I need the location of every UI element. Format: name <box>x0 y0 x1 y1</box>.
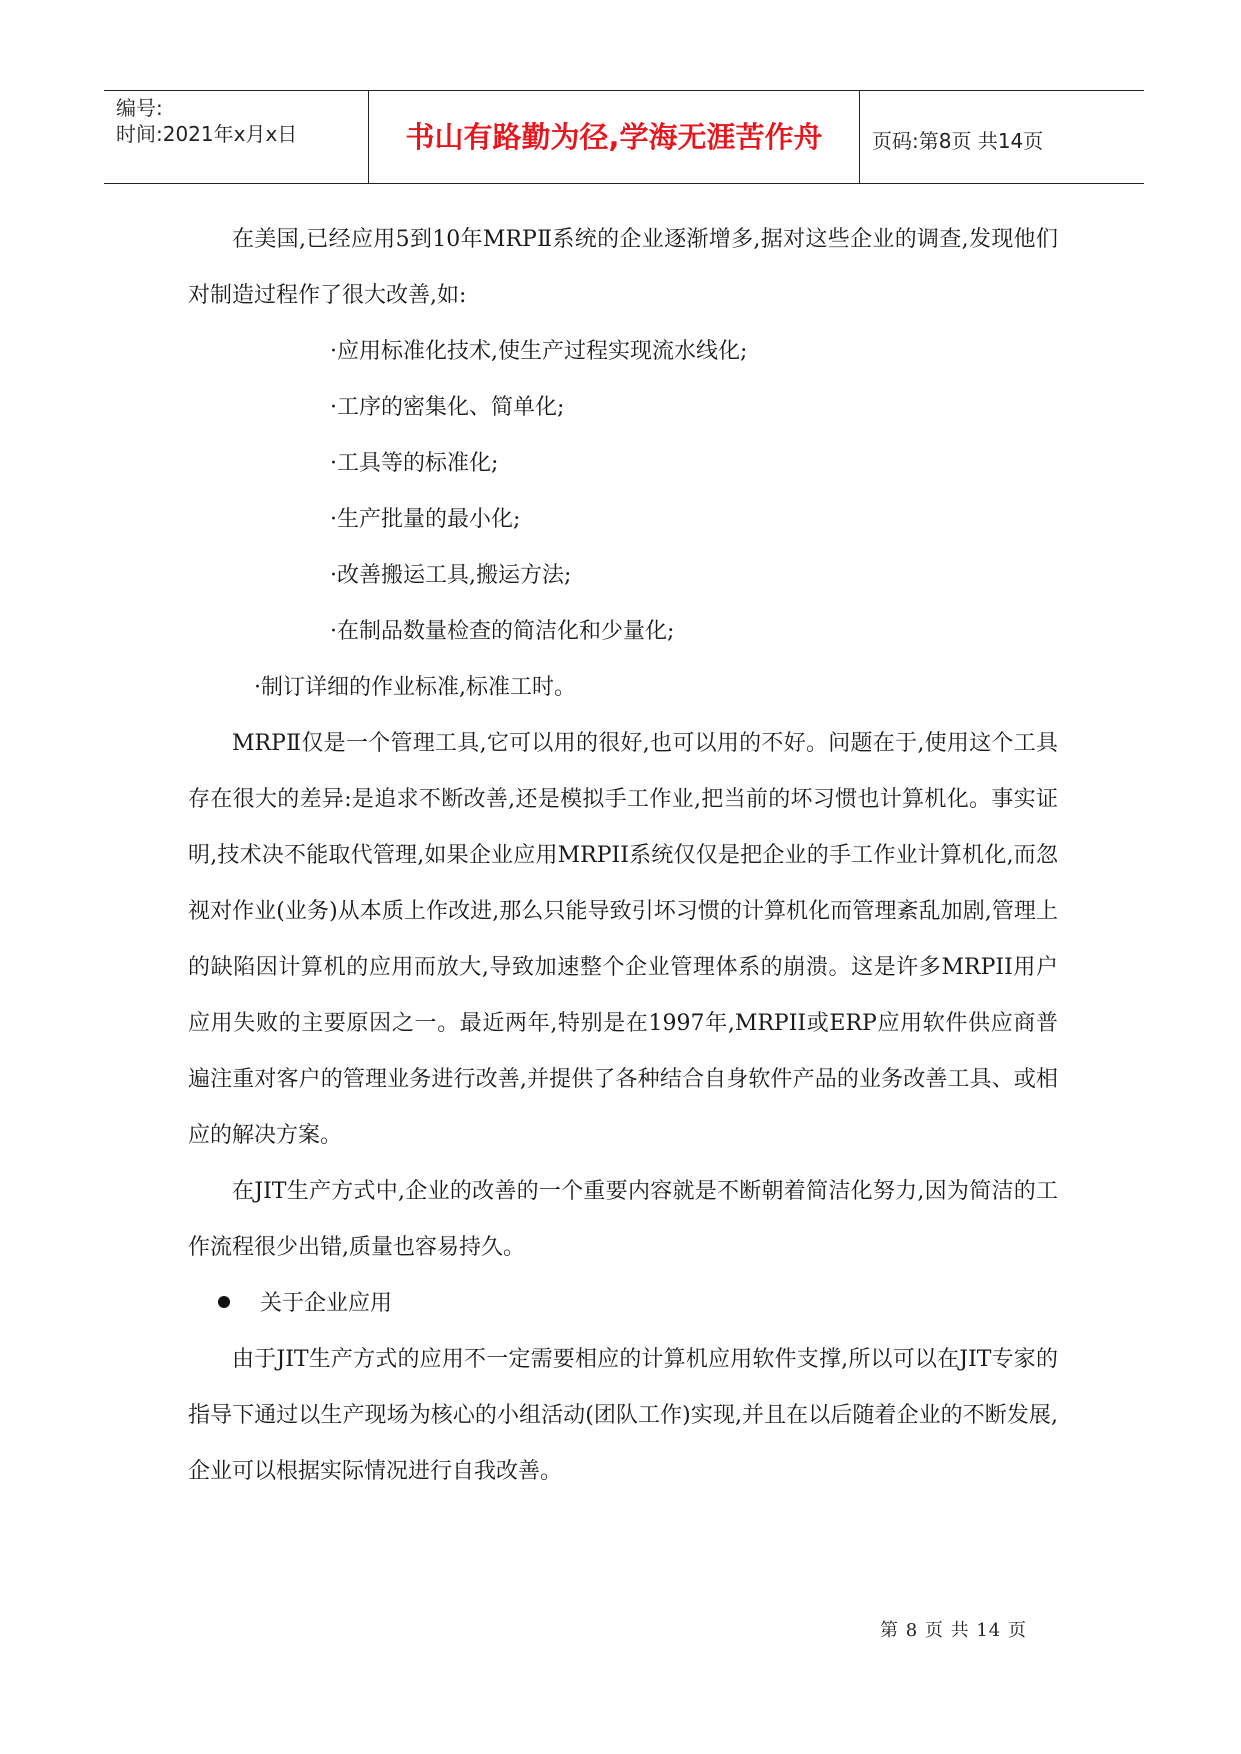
list-item: ·应用标准化技术,使生产过程实现流水线化; <box>330 339 748 364</box>
section-heading-text: 关于企业应用 <box>260 1291 393 1316</box>
header-divider <box>368 91 369 183</box>
paragraph: 在美国,已经应用5到10年MRPⅡ系统的企业逐渐增多,据对这些企业的调查,发现他们对制造过程作了很大改善,如: <box>188 227 1058 308</box>
list-item: ·工具等的标准化; <box>330 451 499 476</box>
header-time-label: 时间:2021年x月x日 <box>116 122 298 146</box>
section-heading <box>188 1276 1058 1332</box>
header-meta <box>116 91 366 183</box>
document-body <box>188 212 1058 1500</box>
header-page-info: 页码:第8页 共14页 <box>872 129 1044 153</box>
list-item: ·工序的密集化、简单化; <box>330 395 565 420</box>
list-item: ·在制品数量检查的简洁化和少量化; <box>330 619 675 644</box>
header-number-label: 编号: <box>116 96 163 120</box>
header-motto: 书山有路勤为径,学海无涯苦作舟 <box>405 120 823 154</box>
page-footer: 第 8 页 共 14 页 <box>880 1620 1027 1641</box>
paragraph: MRPⅡ仅是一个管理工具,它可以用的很好,也可以用的不好。问题在于,使用这个工具存在很大的差异:是追求不断改善,还是模拟手工作业,把当前的坏习惯也计算机化。事实证明,技术决不能取代管理,如果企业应用MRPII系统仅仅是把企业的手工作业计算机化,而忽视对作业(业务)从本质上作改进,那么只能导致引坏习惯的计算机化而管理紊乱加剧,管理上的缺陷因计算机的应用而放大,导致加速整个企业管理体系的崩溃。这是许多MRPII用户应用失败的主要原因之一。最近两年,特别是在1997年,MRPII或ERP应用软件供应商普遍注重对客户的管理业务进行改善,并提供了各种结合自身软件产品的业务改善工具、或相应的解决方案。 <box>188 731 1058 1148</box>
bullet-dot-icon <box>218 1296 230 1308</box>
list-item: ·生产批量的最小化; <box>330 507 521 532</box>
page-header <box>104 90 1144 184</box>
header-divider <box>859 91 860 183</box>
paragraph: 由于JIT生产方式的应用不一定需要相应的计算机应用软件支撑,所以可以在JIT专家的指导下通过以生产现场为核心的小组活动(团队工作)实现,并且在以后随着企业的不断发展,企业可以根据实际情况进行自我改善。 <box>188 1347 1058 1484</box>
list-item: ·制订详细的作业标准,标准工时。 <box>254 675 576 700</box>
list-item: ·改善搬运工具,搬运方法; <box>330 563 572 588</box>
paragraph: 在JIT生产方式中,企业的改善的一个重要内容就是不断朝着简洁化努力,因为简洁的工作流程很少出错,质量也容易持久。 <box>188 1179 1058 1260</box>
